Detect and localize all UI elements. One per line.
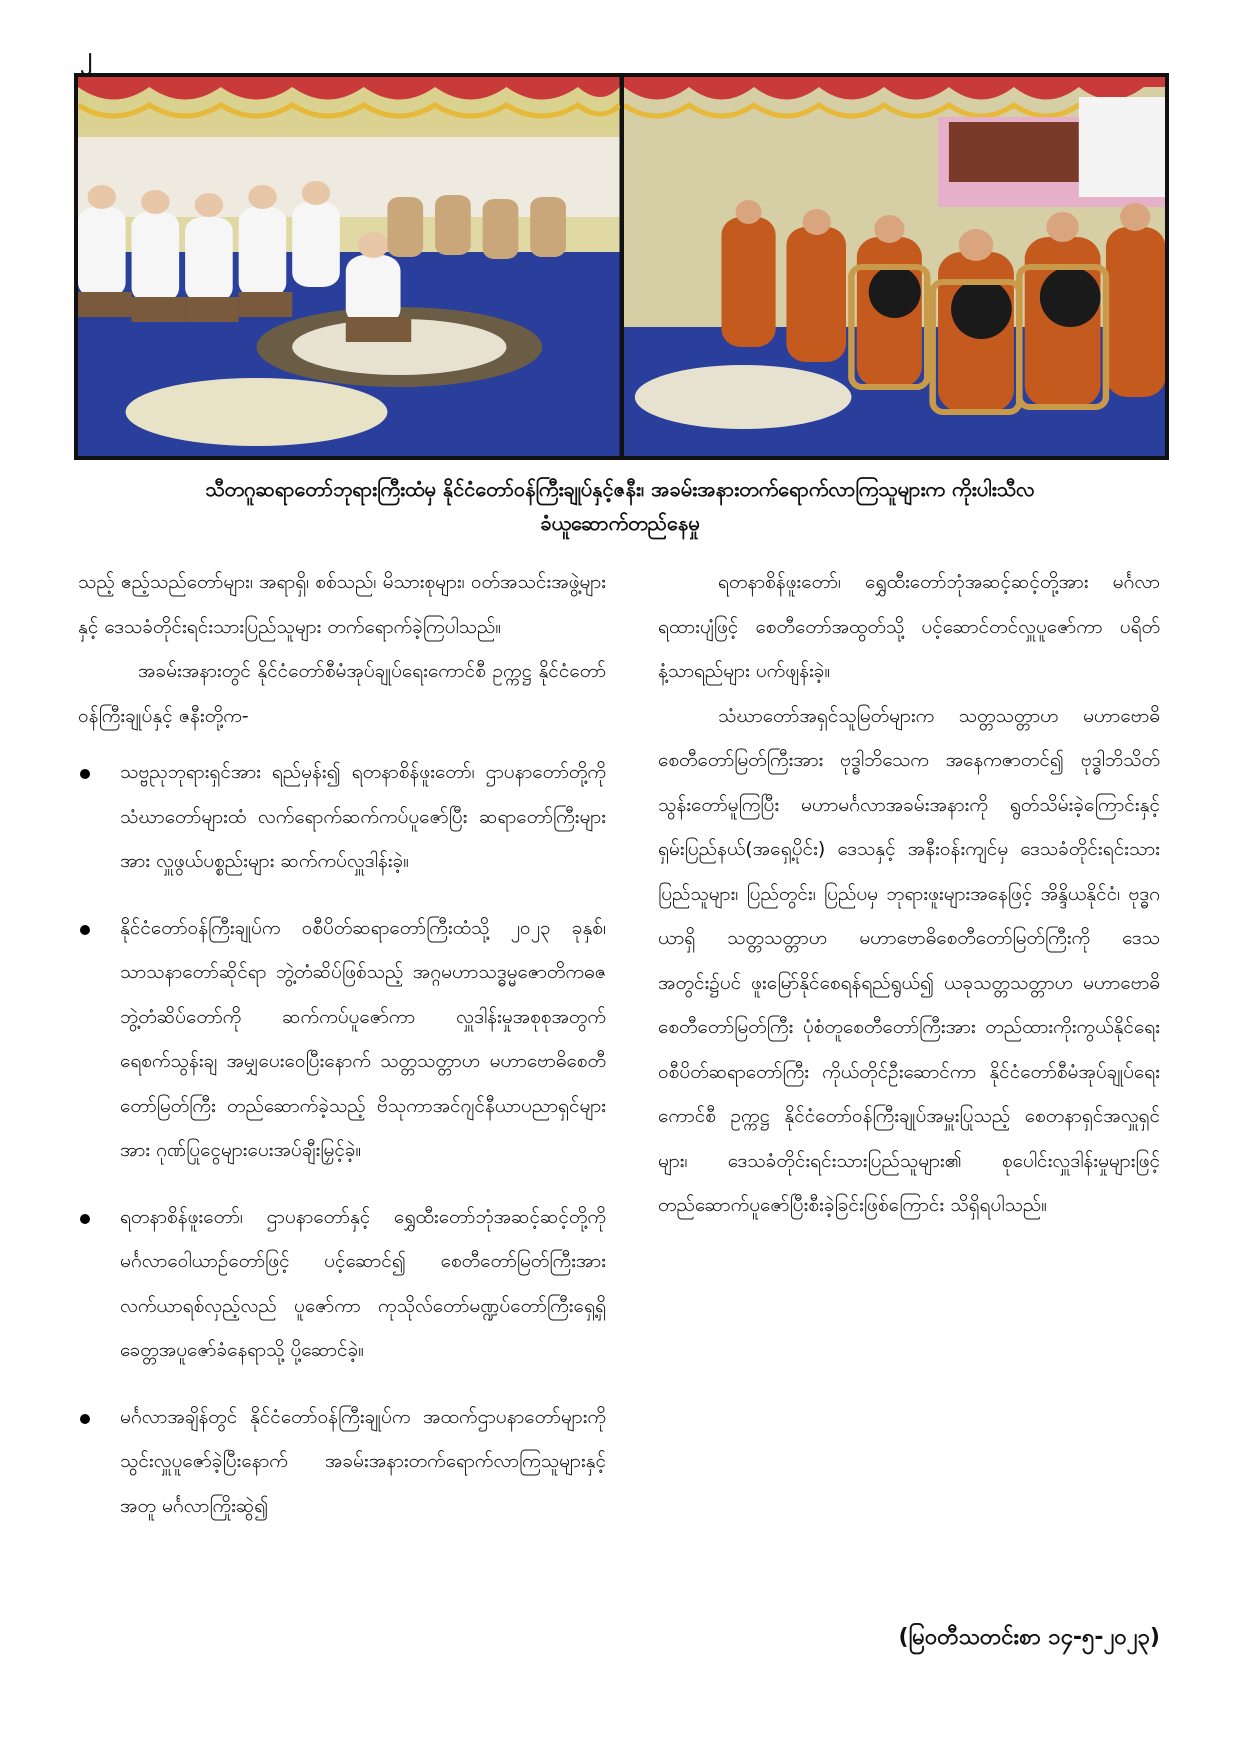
caption-line-2: ခံယူဆောက်တည်နေမှု (540, 511, 700, 535)
bullet-icon (80, 1414, 90, 1424)
list-item (78, 750, 606, 884)
list-item-text: သဗ္ဗညုဘုရားရှင်အား ရည်မှန်း၍ ရတနာစိန်ဖူးတော်၊ ဌာပနာတော်တို့ကို သံဃာတော်များထံ လက်ရောက်ဆက်ကပ်ပူဇော်ပြီး ဆရာတော်ကြီးများအား လှူဖွယ်ပစ္စည်းများ ဆက်ကပ်လှူဒါန်းခဲ့။ (120, 761, 606, 872)
list-item-text: မင်္ဂလာအချိန်တွင် နိုင်ငံတော်ဝန်ကြီးချုပ်က အထက်ဌာပနာတော်များကို သွင်းလှူပူဇော်ခဲ့ပြီးနောက် အခမ်းအနားတက်ရောက်လာကြသူများနှင့်အတူ မင်္ဂလာကြိုးဆွဲ၍ (120, 1405, 606, 1517)
lead-paragraph: အခမ်းအနားတွင် နိုင်ငံတော်စီမံအုပ်ချုပ်ရေးကောင်စီ ဥက္ကဋ္ဌ နိုင်ငံတော်ဝန်ကြီးချုပ်နှင့် ဇနီးတို့က- (78, 660, 606, 727)
bullet-icon (80, 925, 90, 935)
list-item (78, 1195, 606, 1373)
continuation-paragraph: ရတနာစိန်ဖူးတော်၊ ရွှေထီးတော်ဘုံအဆင့်ဆင့်တို့အား မင်္ဂလာရထားပျံဖြင့် စေတီတော်အထွတ်သို့ ပင့်ဆောင်တင်လှူပူဇော်ကာ ပရိတ်နံ့သာရည်များ ပက်ဖျန်းခဲ့။ (658, 571, 1160, 682)
source-credit: (မြဝတီသတင်းစာ ၁၄-၅-၂၀၂၃) (898, 1625, 1160, 1650)
body-paragraph: သံဃာတော်အရှင်သူမြတ်များက သတ္တသတ္တာဟ မဟာဗောဓိစေတီတော်မြတ်ကြီးအား ဗုဒ္ဓါဘိသေက အနေကဇာတင်၍ ဗုဒ္ဓါဘိသိတ်သွန်းတော်မူကြပြီး မဟာမင်္ဂလာအခမ်းအနားကို ရွတ်သိမ်းခဲ့ကြောင်းနှင့် ရှမ်းပြည်နယ်(အရှေ့ပိုင်း) ဒေသနှင့် အနီးဝန်းကျင်မှ ဒေသခံတိုင်းရင်းသားပြည်သူများ၊ ပြည်တွင်း၊ ပြည်ပမှ ဘုရားဖူးများအနေဖြင့် အိန္ဒိယနိုင်ငံ၊ ဗုဒ္ဓဂယာရှိ သတ္တသတ္တာဟ မဟာဗောဓိစေတီတော်မြတ်ကြီးကို ဒေသအတွင်း၌ပင် ဖူးမြော်နိုင်စေရန်ရည်ရွယ်၍ ယခုသတ္တသတ္တာဟ မဟာဗောဓိစေတီတော်မြတ်ကြီး ပုံစံတူစေတီတော်ကြီးအား တည်ထားကိုးကွယ်နိုင်ရေး ဝစီပိတ်ဆရာတော်ကြီး ကိုယ်တိုင်ဦးဆောင်ကာ နိုင်ငံတော်စီမံအုပ်ချုပ်ရေးကောင်စီ ဥက္ကဋ္ဌ နိုင်ငံတော်ဝန်ကြီးချုပ်အမှူးပြုသည့် စေတနာရှင်အလှူရှင်များ၊ ဒေသခံတိုင်းရင်းသားပြည်သူများ၏ စုပေါင်းလှူဒါန်းမှုများဖြင့် တည်ဆောက်ပူဇော်ပြီးစီးခဲ့ခြင်းဖြစ်ကြောင်း သိရှိရပါသည်။ (658, 704, 1160, 1216)
list-item (78, 906, 606, 1173)
photo-frame (74, 73, 1169, 460)
page-number: ၂ (80, 42, 92, 70)
list-item-text: ရတနာစိန်ဖူးတော်၊ ဌာပနာတော်နှင့် ရွှေထီးတော်ဘုံအဆင့်ဆင့်တို့ကို မင်္ဂလာဝေါယာဉ်တော်ဖြင့် ပင့်ဆောင်၍ စေတီတော်မြတ်ကြီးအား လက်ယာရစ်လှည့်လည် ပူဇော်ကာ ကုသိုလ်တော်မဏ္ဍပ်တော်ကြီးရှေ့ရှိ ခေတ္တအပူဇော်ခံနေရာသို့ ပို့ဆောင်ခဲ့။ (120, 1205, 606, 1361)
photo-caption (100, 472, 1140, 540)
list-item (78, 1395, 606, 1529)
bullet-icon (80, 1214, 90, 1224)
bullet-icon (80, 769, 90, 779)
activities-list (78, 750, 606, 1528)
list-item-text: နိုင်ငံတော်ဝန်ကြီးချုပ်က ဝစီပိတ်ဆရာတော်ကြီးထံသို့ ၂၀၂၃ ခုနှစ်၊ သာသနာတော်ဆိုင်ရာ ဘွဲ့တံဆိပ်ဖြစ်သည့် အဂ္ဂမဟာသဒ္ဓမ္မဇောတိကဓဇ ဘွဲ့တံဆိပ်တော်ကို ဆက်ကပ်ပူဇော်ကာ လှူဒါန်းမှုအစုစုအတွက် ရေစက်သွန်းချ အမျှပေးဝေပြီးနောက် သတ္တသတ္တာဟ မဟာဗောဓိစေတီတော်မြတ်ကြီး တည်ဆောက်ခဲ့သည့် ဗိသုကာအင်ဂျင်နီယာပညာရှင်များအား ဂုဏ်ပြုငွေများပေးအပ်ချီးမြှင့်ခဲ့။ (120, 916, 606, 1161)
caption-line-1: သီတဂူဆရာတော်ဘုရားကြီးထံမှ နိုင်ငံတော်ဝန်ကြီးချုပ်နှင့်ဇနီး၊ အခမ်းအနားတက်ရောက်လာကြသူများက ကိုးပါးသီလ (205, 477, 1035, 501)
intro-paragraph: သည့် ဧည့်သည်တော်များ၊ အရာရှိ၊ စစ်သည်၊ မိသားစုများ၊ ဝတ်အသင်းအဖွဲ့များနှင့် ဒေသခံတိုင်းရင်းသားပြည်သူများ တက်ရောက်ခဲ့ကြပါသည်။ (78, 571, 606, 638)
left-column (78, 560, 606, 1550)
right-column (658, 560, 1160, 1228)
ceremony-photo-right (624, 77, 1166, 456)
ceremony-photo-left (78, 77, 620, 456)
